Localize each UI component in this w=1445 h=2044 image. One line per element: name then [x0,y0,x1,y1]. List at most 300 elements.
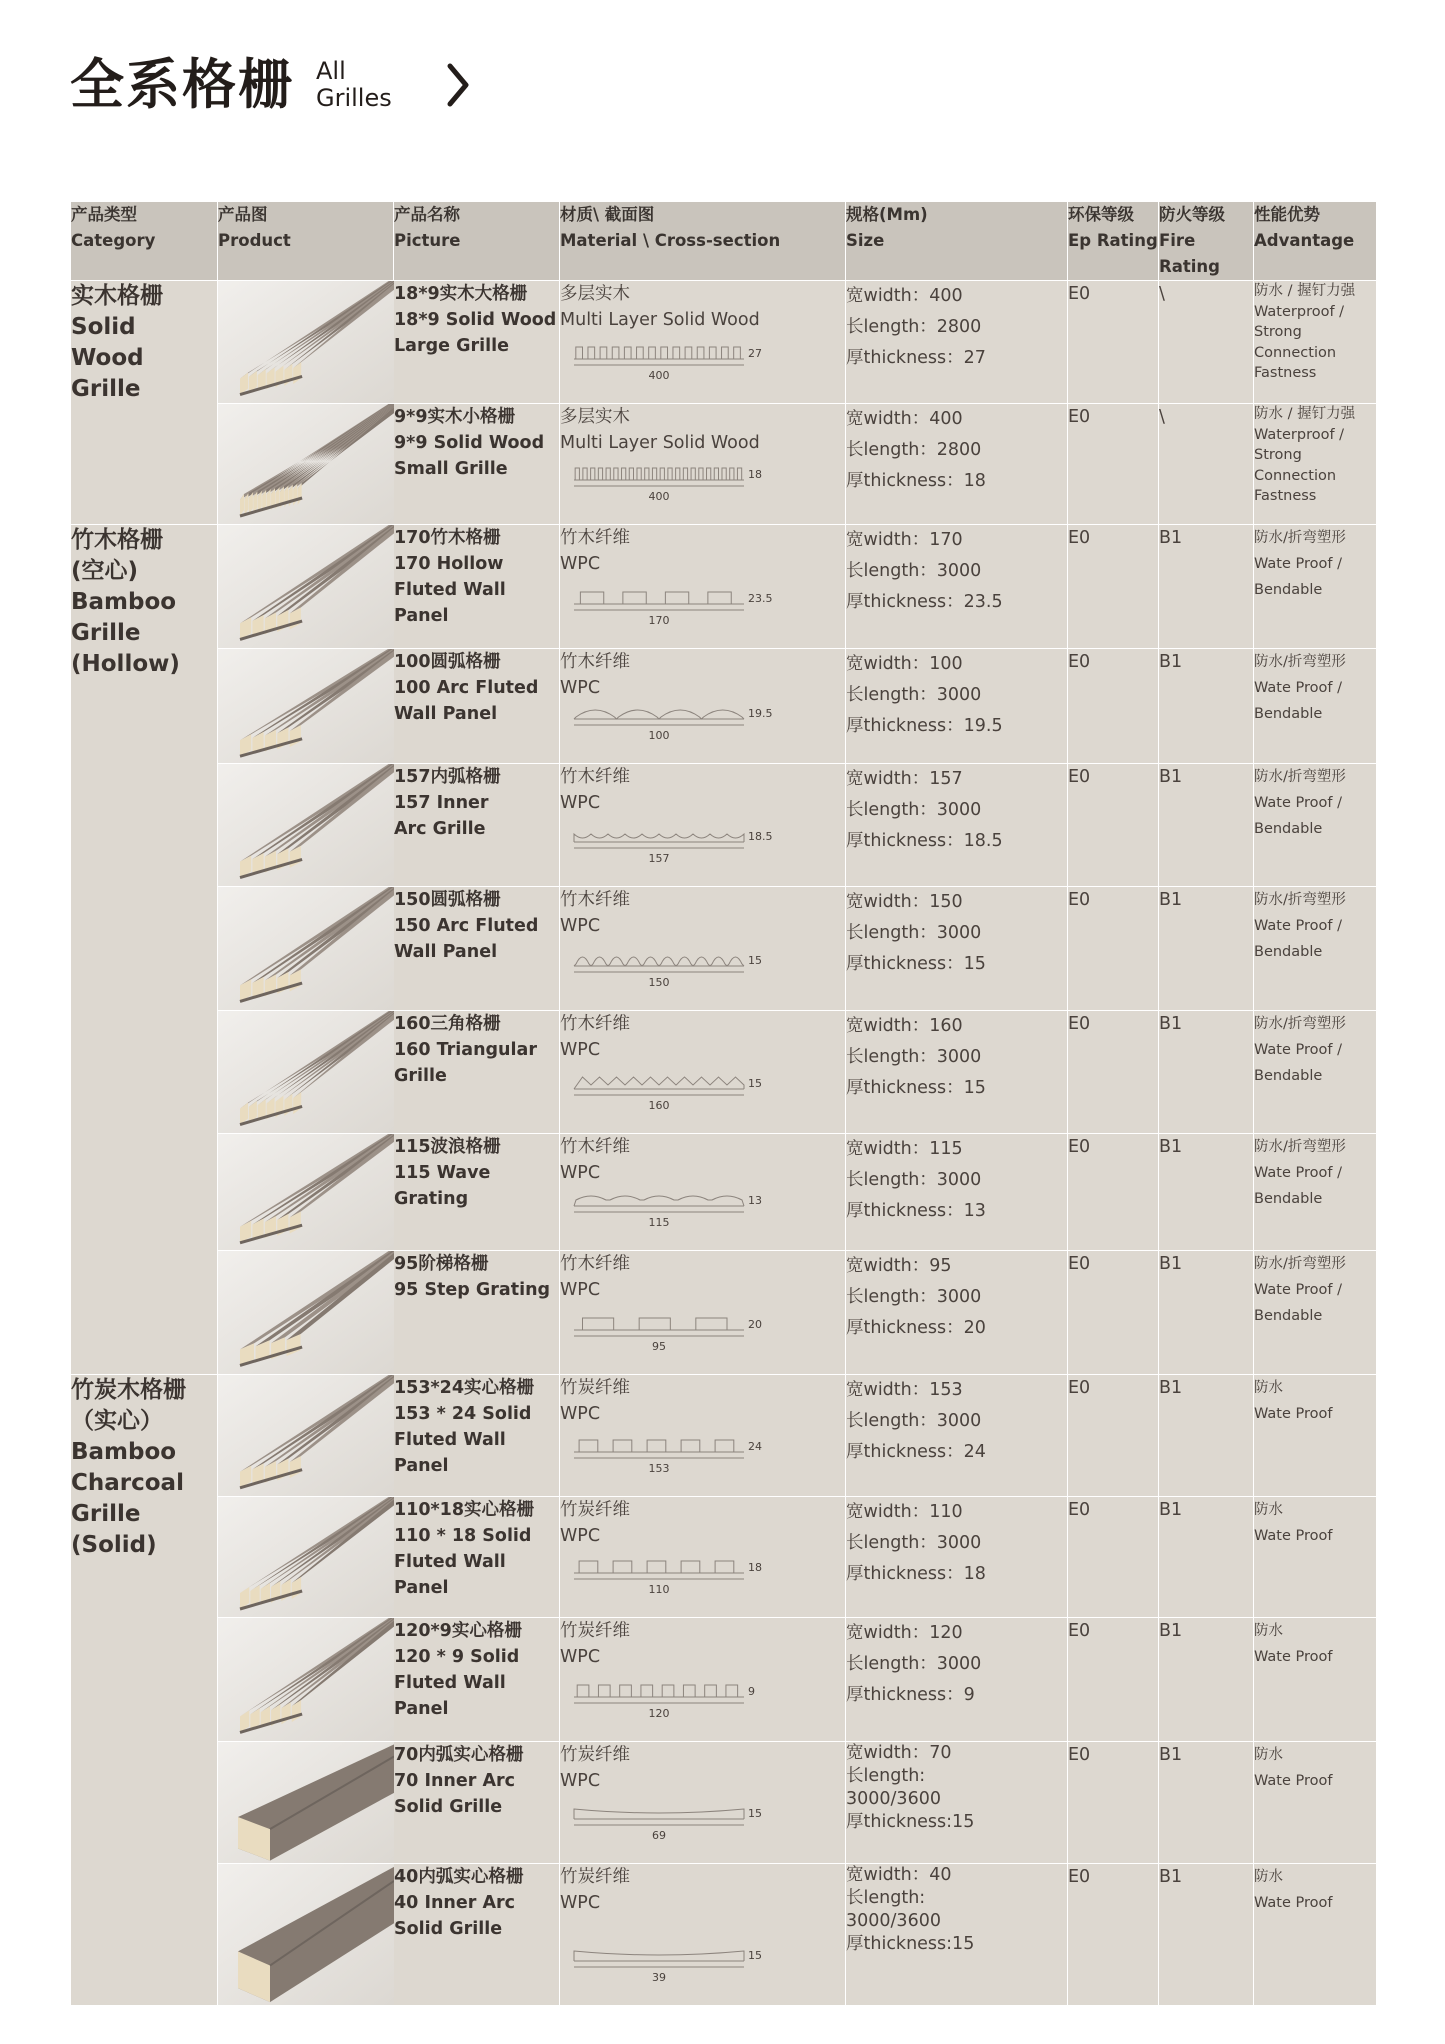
column-header-cn: 环保等级 [1068,205,1134,224]
category-label: (空心) [71,558,139,584]
cross-section-width: 100 [648,729,670,742]
size-cell [846,1134,1068,1251]
size-cell [846,1251,1068,1375]
size-cell [846,404,1068,525]
cross-section-thickness: 18 [748,468,762,481]
material-line: 竹木纤维 [560,890,630,910]
advantage-line: Bendable [1254,1068,1323,1084]
advantage-line: Wate Proof / [1254,795,1342,811]
category-label: 竹木格栅 [71,527,163,553]
ep-rating: E0 [1068,281,1159,404]
column-header-en: Size [846,231,885,250]
ep-rating: E0 [1068,1618,1159,1742]
fire-rating: B1 [1159,1742,1254,1864]
size-line: 宽width：95 [846,1256,952,1276]
product-name-line: 9*9实木小格栅 [394,407,516,427]
size-line: 厚thickness：23.5 [846,592,1003,612]
product-name [394,1618,560,1742]
cross-section-width: 170 [648,614,670,627]
page-subtitle: All Grilles [316,57,392,112]
size-line: 长length：3000 [846,685,982,705]
advantage-cell [1254,1864,1377,2006]
advantage-line: 防水 [1254,1747,1283,1763]
advantage-line: Wate Proof / [1254,1282,1342,1298]
product-name-line: Small Grille [394,459,508,479]
column-header [1068,202,1159,281]
material-line: WPC [560,916,601,936]
product-name-line: Fluted Wall Panel [394,1430,506,1476]
material-line: 竹木纤维 [560,652,630,672]
product-name-line: Fluted Wall Panel [394,580,506,626]
size-line: 宽width：110 [846,1502,963,1522]
fire-rating: B1 [1159,1618,1254,1742]
product-name [394,404,560,525]
cross-section-diagram [566,584,776,642]
size-line: 长length：3000 [846,800,982,820]
cross-section-width: 160 [648,1099,670,1112]
size-line: 长length：3000 [846,1047,982,1067]
product-name-line: 18*9实木大格栅 [394,284,528,304]
size-line: 长length：3000 [846,1533,982,1553]
advantage-line: 防水/折弯塑形 [1254,1139,1346,1155]
table-row [71,764,1377,887]
advantage-cell [1254,281,1377,404]
advantage-cell [1254,525,1377,649]
size-line: 厚thickness：18.5 [846,831,1003,851]
column-header [394,202,560,281]
material-line: 竹木纤维 [560,767,630,787]
advantage-line: Fastness [1254,488,1317,504]
product-name-line: 18*9 Solid Wood [394,310,557,330]
size-cell [846,1375,1068,1497]
advantage-line: Wate Proof / [1254,918,1342,934]
material-line: WPC [560,1280,601,1300]
product-image [218,1618,394,1742]
product-name-line: 115 Wave Grating [394,1163,491,1209]
column-header [218,202,394,281]
advantage-line: Waterproof / [1254,426,1345,443]
product-name [394,1011,560,1134]
cross-section-thickness: 24 [748,1440,762,1453]
cross-section-thickness: 23.5 [748,592,773,605]
material-line: 竹炭纤维 [560,1867,630,1887]
product-name-line: 95 Step Grating [394,1280,551,1300]
size-line: 长length: [846,1888,926,1908]
material-line: WPC [560,793,601,813]
advantage-cell [1254,1742,1377,1864]
size-line: 长length：3000 [846,923,982,943]
cross-section-thickness: 18 [748,1561,762,1574]
product-table [70,201,1377,2006]
product-image [218,525,394,649]
category-cell [71,1375,218,2006]
column-header [846,202,1068,281]
table-row [71,1011,1377,1134]
advantage-cell [1254,887,1377,1011]
product-name-line: 115波浪格栅 [394,1137,501,1157]
cross-section-width: 110 [648,1583,670,1596]
cross-section-diagram [566,1432,776,1490]
category-label: 实木格栅 [71,283,163,309]
column-header-cn: 产品图 [218,205,268,224]
advantage-cell [1254,1497,1377,1618]
advantage-line: 防水/折弯塑形 [1254,1016,1346,1032]
page-header [70,53,478,116]
cross-section-width: 153 [648,1462,670,1475]
advantage-line: 防水/折弯塑形 [1254,1256,1346,1272]
size-line: 宽width：120 [846,1623,963,1643]
advantage-line: Bendable [1254,944,1323,960]
product-image [218,764,394,887]
material-cell [560,764,846,887]
material-cell [560,649,846,764]
material-line: WPC [560,554,601,574]
product-image [218,1497,394,1618]
advantage-line: 防水/折弯塑形 [1254,892,1346,908]
column-header-en: Ep Rating [1068,231,1158,250]
cross-section-width: 400 [648,369,670,382]
size-line: 宽width：70 [846,1743,952,1763]
product-name [394,1375,560,1497]
size-line: 长length：3000 [846,1411,982,1431]
cross-section-diagram [566,1069,776,1127]
size-line: 长length：2800 [846,317,982,337]
table-row [71,404,1377,525]
ep-rating: E0 [1068,1497,1159,1618]
size-line: 长length：3000 [846,1287,982,1307]
fire-rating: B1 [1159,1011,1254,1134]
advantage-line: Strong [1254,447,1302,463]
size-line: 厚thickness:15 [846,1934,975,1954]
ep-rating: E0 [1068,649,1159,764]
cross-section-thickness: 19.5 [748,707,773,720]
cross-section-thickness: 27 [748,347,762,360]
size-line: 厚thickness：18 [846,1564,986,1584]
advantage-line: 防水/折弯塑形 [1254,654,1346,670]
size-line: 长length：2800 [846,440,982,460]
advantage-cell [1254,1011,1377,1134]
cross-section-diagram [566,699,776,757]
product-name-line: Fluted Wall Panel [394,1673,506,1719]
size-line: 厚thickness：24 [846,1442,986,1462]
advantage-line: 防水 / 握钉力强 [1254,406,1356,422]
size-line: 厚thickness：13 [846,1201,986,1221]
size-line: 宽width：400 [846,286,963,306]
advantage-line: Wate Proof [1254,1773,1333,1789]
product-name-line: 100 Arc Fluted [394,678,539,698]
advantage-line: 防水 [1254,1869,1283,1885]
cross-section-profile [574,1318,744,1330]
product-name [394,649,560,764]
product-image [218,1134,394,1251]
cross-section-thickness: 15 [748,1949,762,1962]
fire-rating: \ [1159,404,1254,525]
size-line: 厚thickness：20 [846,1318,986,1338]
category-label: Bamboo [71,589,177,615]
cross-section-diagram [566,1553,776,1611]
ep-rating: E0 [1068,404,1159,525]
cross-section-thickness: 15 [748,1807,762,1820]
advantage-line: Waterproof / [1254,303,1345,320]
advantage-line: Wate Proof [1254,1406,1333,1422]
fire-rating: B1 [1159,649,1254,764]
product-name-line: 160 Triangular [394,1040,537,1060]
fire-rating: B1 [1159,525,1254,649]
size-line: 3000/3600 [846,1911,941,1931]
size-cell [846,281,1068,404]
cross-section-profile [574,1440,744,1452]
cross-section-width: 115 [648,1216,670,1229]
advantage-cell [1254,1375,1377,1497]
ep-rating: E0 [1068,1011,1159,1134]
chevron-right-icon[interactable] [438,60,478,110]
category-label: (Hollow) [71,651,180,677]
product-image [218,1864,394,2006]
cross-section-diagram [566,1186,776,1244]
table-row [71,1864,1377,2006]
category-cell [71,281,218,525]
size-line: 3000/3600 [846,1789,941,1809]
material-line: WPC [560,1404,601,1424]
material-cell [560,1011,846,1134]
cross-section-profile [574,957,744,966]
size-cell [846,1497,1068,1618]
category-label: Grille [71,376,141,402]
cross-section-diagram [566,822,776,880]
column-header [71,202,218,281]
material-line: 多层实木 [560,407,630,427]
product-name [394,1251,560,1375]
product-name [394,887,560,1011]
cross-section-thickness: 13 [748,1194,762,1207]
category-label: 竹炭木格栅 [71,1377,186,1403]
material-line: WPC [560,1040,601,1060]
size-cell [846,887,1068,1011]
advantage-line: Bendable [1254,1308,1323,1324]
advantage-cell [1254,1618,1377,1742]
cross-section-thickness: 9 [748,1685,755,1698]
product-name [394,1497,560,1618]
page-title: 全系格栅 [70,53,294,116]
size-line: 长length: [846,1766,926,1786]
size-line: 长length：3000 [846,1654,982,1674]
cross-section-profile [574,468,744,480]
cross-section-diagram [566,1310,776,1368]
size-line: 长length：3000 [846,561,982,581]
column-header-cn: 性能优势 [1254,205,1320,224]
material-line: 竹木纤维 [560,1254,630,1274]
table-row [71,1251,1377,1375]
category-label: Grille [71,1501,141,1527]
column-header-cn: 规格(Mm) [846,205,928,224]
column-header-en: Fire Rating [1159,231,1220,276]
column-header-cn: 防火等级 [1159,205,1225,224]
category-label: Grille [71,620,141,646]
cross-section-diagram [566,460,776,518]
fire-rating: B1 [1159,1497,1254,1618]
product-image [218,1011,394,1134]
fire-rating: B1 [1159,1864,1254,2006]
material-cell [560,281,846,404]
product-name-line: Solid Grille [394,1797,503,1817]
cross-section-thickness: 18.5 [748,830,773,843]
material-line: WPC [560,678,601,698]
cross-section-diagram [566,1799,776,1857]
size-line: 宽width：115 [846,1139,963,1159]
product-name-line: Solid Grille [394,1919,503,1939]
product-name-line: 157 Inner [394,793,489,813]
cross-section-diagram [566,339,776,397]
advantage-cell [1254,404,1377,525]
product-name-line: Grille [394,1066,447,1086]
size-line: 宽width：153 [846,1380,963,1400]
advantage-line: Bendable [1254,1191,1323,1207]
column-header-en: Category [71,231,156,250]
cross-section-profile [574,592,744,604]
advantage-line: Bendable [1254,821,1323,837]
material-line: 竹炭纤维 [560,1745,630,1765]
table-row [71,525,1377,649]
product-name-line: 150圆弧格栅 [394,890,501,910]
material-cell [560,404,846,525]
product-name [394,281,560,404]
product-name-line: 70内弧实心格栅 [394,1745,524,1765]
product-name-line: 9*9 Solid Wood [394,433,545,453]
product-name-line: 153 * 24 Solid [394,1404,532,1424]
size-cell [846,525,1068,649]
advantage-line: Wate Proof / [1254,680,1342,696]
size-cell [846,1618,1068,1742]
category-label: Charcoal [71,1470,184,1496]
material-line: WPC [560,1771,601,1791]
product-name-line: Large Grille [394,336,509,356]
advantage-line: 防水 [1254,1623,1283,1639]
ep-rating: E0 [1068,764,1159,887]
size-line: 厚thickness:15 [846,1812,975,1832]
product-name [394,1134,560,1251]
material-line: 竹木纤维 [560,1014,630,1034]
product-image [218,649,394,764]
table-row [71,1497,1377,1618]
fire-rating: B1 [1159,887,1254,1011]
size-line: 宽width：170 [846,530,963,550]
fire-rating: B1 [1159,1251,1254,1375]
product-name-line: 170竹木格栅 [394,528,501,548]
category-label: Bamboo [71,1439,177,1465]
column-header-en: Material \ Cross-section [560,231,781,250]
cross-section-profile [574,1196,744,1206]
size-line: 宽width：157 [846,769,963,789]
cross-section-profile [574,1809,744,1819]
product-name-line: Wall Panel [394,704,498,724]
product-name-line: 110 * 18 Solid [394,1526,532,1546]
advantage-line: 防水 [1254,1502,1283,1518]
material-line: 竹木纤维 [560,1137,630,1157]
cross-section-diagram [566,1941,776,1999]
material-line: WPC [560,1893,601,1913]
table-row [71,281,1377,404]
product-name [394,1742,560,1864]
material-cell [560,1742,846,1864]
material-line: 竹炭纤维 [560,1621,630,1641]
size-line: 宽width：40 [846,1865,952,1885]
column-header [1254,202,1377,281]
column-header-en: Advantage [1254,231,1355,250]
category-label: （实心） [71,1408,163,1434]
advantage-line: Wate Proof [1254,1649,1333,1665]
material-cell [560,1134,846,1251]
column-header-cn: 产品名称 [394,205,460,224]
product-name-line: 120*9实心格栅 [394,1621,522,1641]
cross-section-width: 39 [652,1971,666,1984]
advantage-line: Wate Proof [1254,1895,1333,1911]
cross-section-thickness: 20 [748,1318,762,1331]
cross-section-width: 69 [652,1829,666,1842]
size-cell [846,1011,1068,1134]
size-cell [846,1864,1068,2006]
size-line: 宽width：100 [846,654,963,674]
ep-rating: E0 [1068,1251,1159,1375]
advantage-line: Wate Proof [1254,1528,1333,1544]
product-image [218,1742,394,1864]
material-cell [560,1497,846,1618]
product-name [394,764,560,887]
material-line: Multi Layer Solid Wood [560,310,760,330]
ep-rating: E0 [1068,1375,1159,1497]
cross-section-profile [574,834,744,842]
table-row [71,887,1377,1011]
material-cell [560,887,846,1011]
advantage-line: Wate Proof / [1254,1165,1342,1181]
fire-rating: B1 [1159,764,1254,887]
material-line: 竹炭纤维 [560,1378,630,1398]
cross-section-diagram [566,1677,776,1735]
cross-section-profile [574,710,744,719]
product-name-line: 153*24实心格栅 [394,1378,535,1398]
column-header [1159,202,1254,281]
size-cell [846,1742,1068,1864]
advantage-line: 防水/折弯塑形 [1254,769,1346,785]
fire-rating: \ [1159,281,1254,404]
ep-rating: E0 [1068,525,1159,649]
product-image [218,404,394,525]
table-row [71,649,1377,764]
table-row [71,1742,1377,1864]
product-name-line: 95阶梯格栅 [394,1254,489,1274]
product-name-line: Arc Grille [394,819,486,839]
cross-section-profile [574,1951,744,1961]
product-name-line: 110*18实心格栅 [394,1500,535,1520]
material-cell [560,1864,846,2006]
size-line: 宽width：160 [846,1016,963,1036]
column-header-cn: 材质\ 截面图 [560,205,655,224]
size-line: 厚thickness：18 [846,471,986,491]
size-line: 宽width：400 [846,409,963,429]
product-name-line: Wall Panel [394,942,498,962]
table-row [71,1618,1377,1742]
product-name-line: 40 Inner Arc [394,1893,516,1913]
cross-section-profile [574,1561,744,1573]
category-label: (Solid) [71,1532,157,1558]
material-cell [560,1618,846,1742]
advantage-cell [1254,1251,1377,1375]
advantage-line: Strong [1254,324,1302,340]
size-line: 宽width：150 [846,892,963,912]
cross-section-width: 95 [652,1340,666,1353]
size-line: 长length：3000 [846,1170,982,1190]
product-name-line: 150 Arc Fluted [394,916,539,936]
cross-section-thickness: 15 [748,954,762,967]
